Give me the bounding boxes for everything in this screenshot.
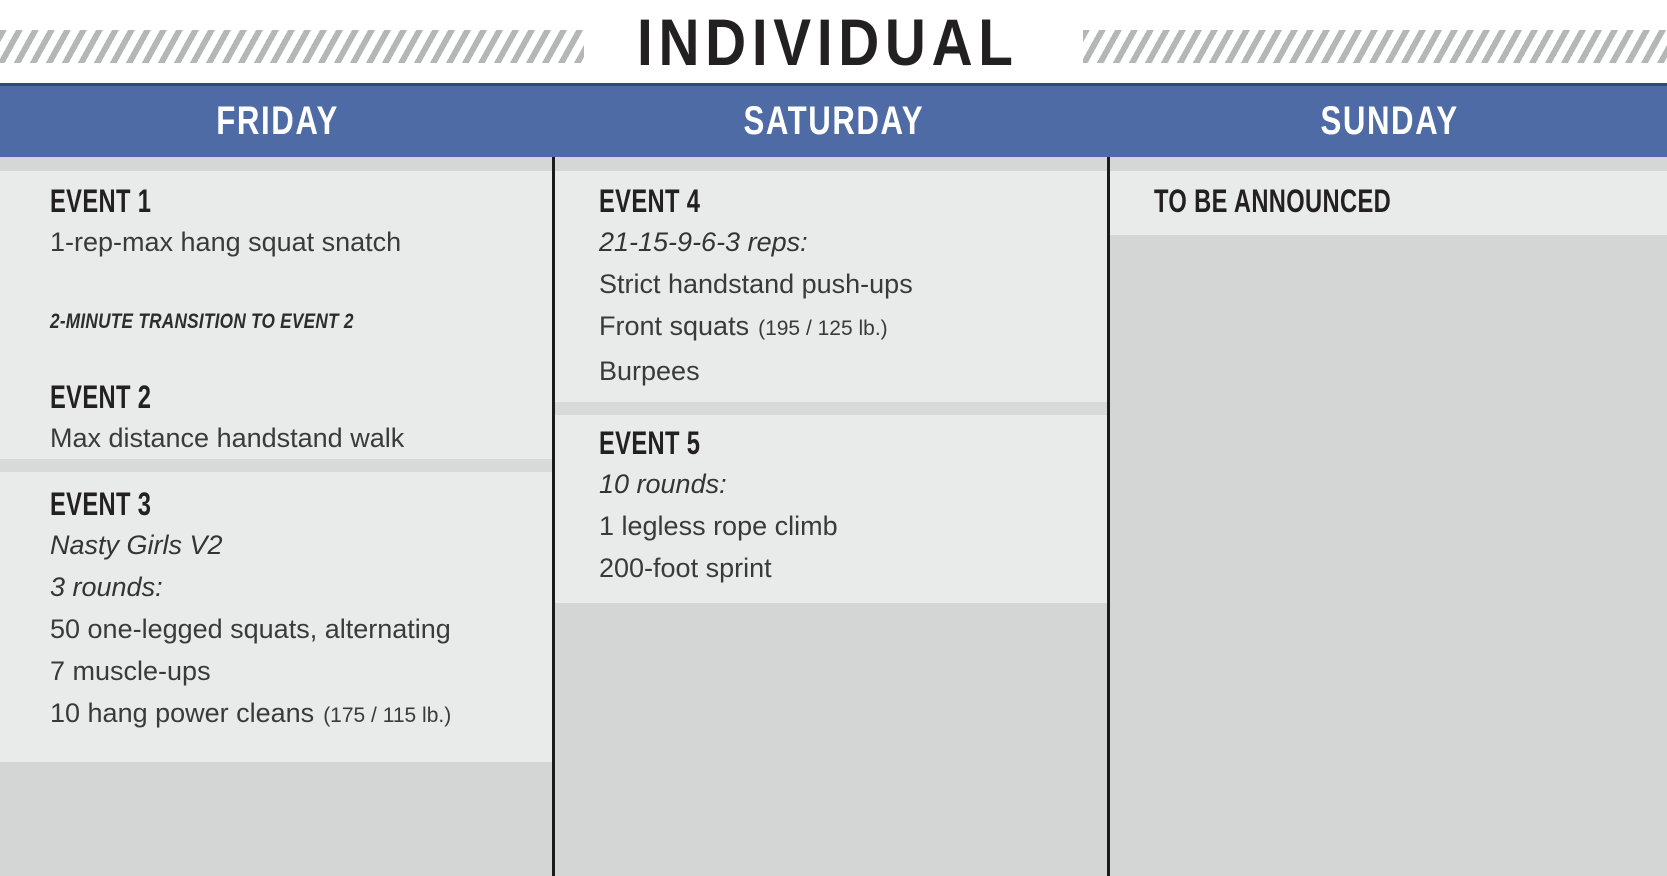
- transition-note: [50, 309, 524, 335]
- event-heading: [599, 181, 1079, 221]
- column-friday: [0, 157, 552, 876]
- event-line: Strict handstand push-ups: [599, 269, 913, 299]
- event-line: 7 muscle-ups: [50, 656, 211, 686]
- event-heading: [50, 181, 524, 221]
- event-panel-friday-2: [0, 472, 552, 762]
- day-header-bar: [0, 83, 1667, 157]
- event-line: 50 one-legged squats, alternating: [50, 614, 451, 644]
- hazard-stripes-left-icon: [0, 30, 584, 63]
- event-heading: [50, 377, 524, 417]
- day-header-saturday: [556, 86, 1112, 157]
- event-panel-sunday-1: [1110, 171, 1667, 235]
- event-heading-text: EVENT 5: [599, 425, 701, 461]
- day-label-friday: FRIDAY: [216, 99, 340, 143]
- event-heading-text: TO BE ANNOUNCED: [1154, 183, 1392, 219]
- event-line: Burpees: [599, 356, 700, 386]
- event-heading-text: EVENT 3: [50, 486, 152, 522]
- event-scheme-line: 10 rounds:: [599, 469, 727, 499]
- hazard-stripes-right-icon: [1083, 30, 1667, 63]
- event-heading-text: EVENT 1: [50, 183, 152, 219]
- event-line: 1 legless rope climb: [599, 511, 838, 541]
- column-top-strip: [1110, 157, 1667, 171]
- day-header-friday: [0, 86, 556, 157]
- event-panel-friday-1: [0, 171, 552, 459]
- transition-note-text: 2-MINUTE TRANSITION TO EVENT 2: [50, 310, 354, 333]
- event-heading: [599, 423, 1079, 463]
- event-line: 1-rep-max hang squat snatch: [50, 227, 402, 257]
- masthead: [0, 0, 1667, 83]
- panel-divider-strip: [0, 459, 552, 472]
- event-heading-text: EVENT 2: [50, 379, 152, 415]
- event-panel-saturday-2: [555, 415, 1107, 603]
- event-line: Max distance handstand walk: [50, 423, 405, 453]
- panel-divider-strip: [555, 402, 1107, 415]
- event-panel-saturday-1: [555, 171, 1107, 402]
- weight-detail: (195 / 125 lb.): [758, 317, 888, 340]
- event-heading: [50, 484, 524, 524]
- event-scheme-line: 3 rounds:: [50, 572, 163, 602]
- page-title: INDIVIDUAL: [636, 4, 1019, 79]
- event-heading-text: EVENT 4: [599, 183, 701, 219]
- day-label-saturday: SATURDAY: [743, 99, 924, 143]
- event-scheme-line: Nasty Girls V2: [50, 530, 223, 560]
- column-top-strip: [555, 157, 1107, 171]
- day-header-sunday: [1111, 86, 1667, 157]
- day-label-sunday: SUNDAY: [1320, 99, 1459, 143]
- column-saturday: [555, 157, 1107, 876]
- column-top-strip: [0, 157, 552, 171]
- event-line: 10 hang power cleans (175 / 115 lb.): [50, 698, 452, 728]
- weight-detail: (175 / 115 lb.): [323, 704, 452, 727]
- event-heading: [1154, 181, 1639, 221]
- event-line: 200-foot sprint: [599, 553, 772, 583]
- column-sunday: [1110, 157, 1667, 876]
- schedule-board: [0, 157, 1667, 876]
- event-line: Front squats (195 / 125 lb.): [599, 311, 888, 341]
- event-scheme-line: 21-15-9-6-3 reps:: [599, 227, 808, 257]
